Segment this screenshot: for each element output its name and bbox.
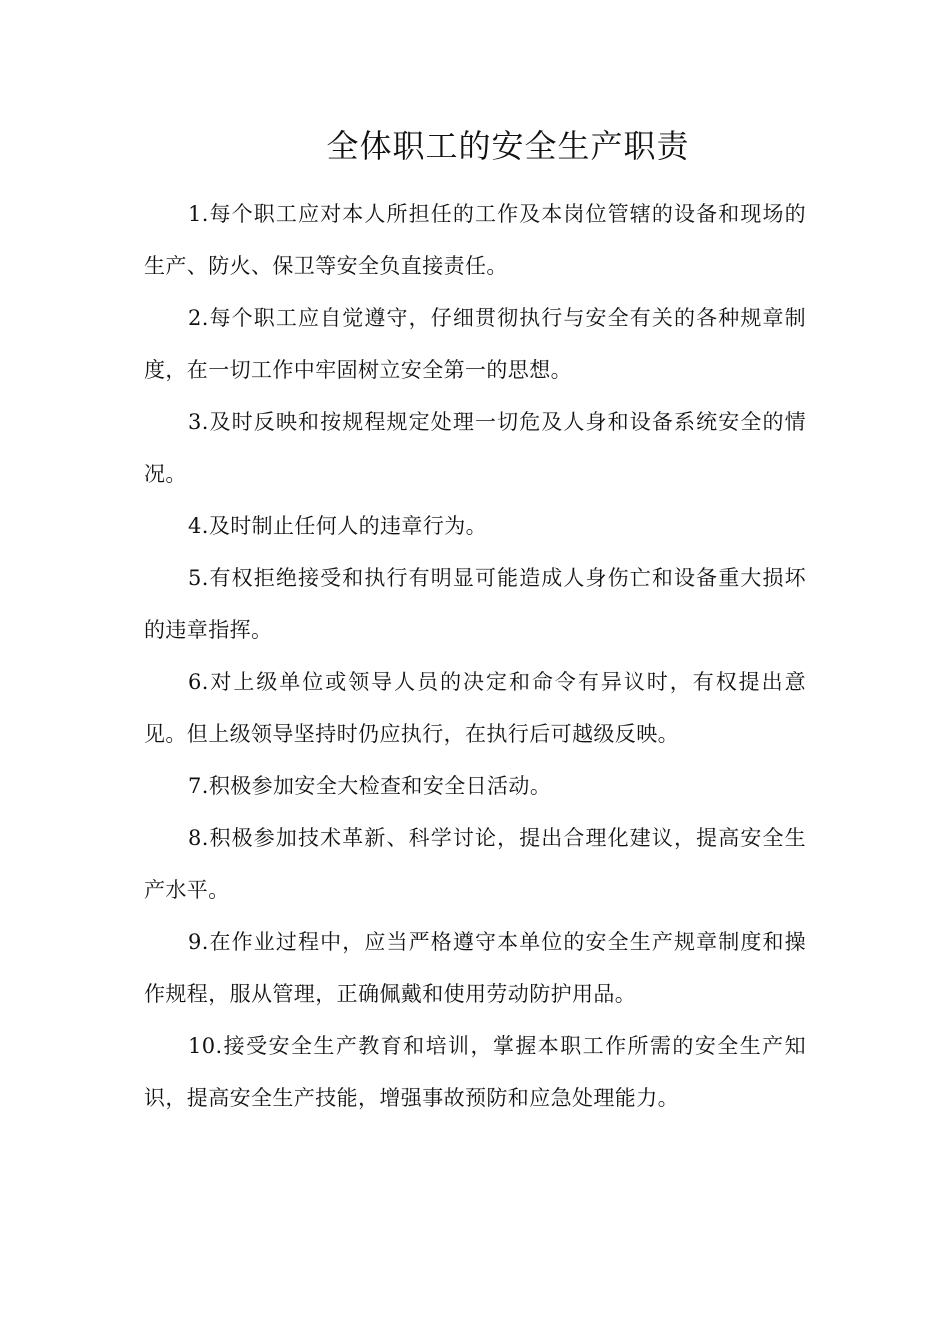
- paragraph-9: 9.在作业过程中，应当严格遵守本单位的安全生产规章制度和操作规程，服从管理，正确佩戴和使用劳动防护用品。: [144, 930, 806, 1006]
- paragraph-10: 10.接受安全生产教育和培训，掌握本职工作所需的安全生产知识，提高安全生产技能，增强事故预防和应急处理能力。: [144, 1034, 806, 1110]
- document-title: 全体职工的安全生产职责: [326, 127, 690, 165]
- paragraph-6: 6.对上级单位或领导人员的决定和命令有异议时，有权提出意见。但上级领导坚持时仍应执行，在执行后可越级反映。: [144, 670, 806, 746]
- paragraph-8: 8.积极参加技术革新、科学讨论，提出合理化建议，提高安全生产水平。: [144, 826, 806, 902]
- document-body: [144, 188, 806, 1124]
- paragraph-7: 7.积极参加安全大检查和安全日活动。: [188, 774, 552, 798]
- paragraph-3: 3.及时反映和按规程规定处理一切危及人身和设备系统安全的情况。: [144, 410, 806, 486]
- paragraph-1: 1.每个职工应对本人所担任的工作及本岗位管辖的设备和现场的生产、防火、保卫等安全负直接责任。: [144, 202, 806, 278]
- paragraph-2: 2.每个职工应自觉遵守，仔细贯彻执行与安全有关的各种规章制度，在一切工作中牢固树立安全第一的思想。: [144, 306, 806, 382]
- paragraph-4: 4.及时制止任何人的违章行为。: [188, 514, 488, 538]
- paragraph-5: 5.有权拒绝接受和执行有明显可能造成人身伤亡和设备重大损坏的违章指挥。: [144, 566, 806, 642]
